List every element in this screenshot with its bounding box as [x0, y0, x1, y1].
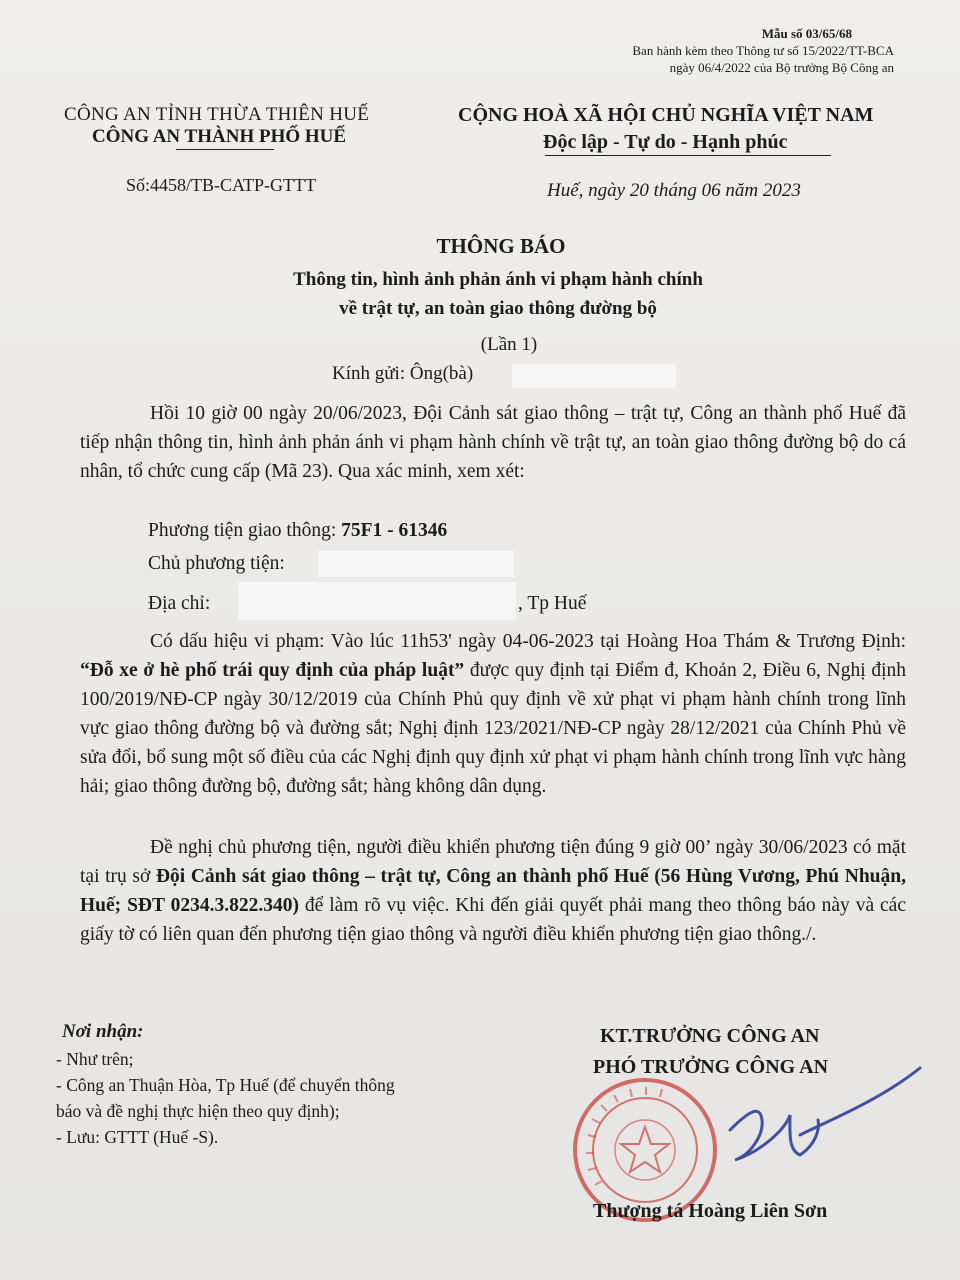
agency-name: CÔNG AN THÀNH PHỐ HUẾ	[92, 126, 347, 147]
form-number: Mẫu số 03/65/68	[761, 26, 852, 41]
recipient-label: Kính gửi: Ông(bà)	[332, 363, 474, 384]
agency-underline	[176, 149, 274, 150]
document-number: Số:4458/TB-CATP-GTTT	[126, 175, 317, 195]
document-title: THÔNG BÁO	[436, 234, 566, 258]
intro-paragraph: Hồi 10 giờ 00 ngày 20/06/2023, Đội Cảnh sát giao thông – trật tự, Công an thành phố Huế đã tiếp nhận thông tin, hình ảnh phản ánh vi phạm hành chính về trật tự, an toàn giao thông đường bộ do cá nhân, tổ chức cung cấp (Mã 23). Qua xác minh, xem xét:	[80, 403, 906, 482]
violation-quote: “Đỗ xe ở hè phố trái quy định của pháp luật”	[80, 660, 465, 681]
nation-motto: Độc lập - Tự do - Hạnh phúc	[543, 131, 788, 153]
redacted-owner-name	[318, 551, 514, 577]
license-plate: 75F1 - 61346	[341, 520, 448, 541]
violation-rest: được quy định tại Điểm đ, Khoản 2, Điều 6, Nghị định 100/2019/NĐ-CP ngày 30/12/2019 của Chính Phủ quy định về xử phạt vi phạm hành chính trong lĩnh vực giao thông đường bộ và đường sắt; Nghị định 123/2021/NĐ-CP ngày 28/12/2021 của Chính Phủ về sửa đổi, bổ sung một số điều của các Nghị định quy định xử phạt vi phạm hành chính trong lĩnh vực hàng hải; giao thông đường bộ, đường sắt; hàng không dân dụng.	[80, 660, 906, 797]
address-label: Địa chỉ:	[148, 593, 211, 614]
violation-paragraph	[80, 627, 906, 801]
request-rest: để làm rõ vụ việc. Khi đến giải quyết phải mang theo thông báo này và các giấy tờ có liên quan đến phương tiện giao thông và người điều khiển phương tiện giao thông./.	[80, 895, 906, 945]
vehicle-label: Phương tiện giao thông:	[148, 520, 342, 541]
request-office: Đội Cảnh sát giao thông – trật tự, Công an thành phố Huế (56 Hùng Vương, Phú Nhuận, Huế; SĐT 0234.3.822.340)	[80, 866, 906, 916]
form-issued-line1: Ban hành kèm theo Thông tư số 15/2022/TT-BCA	[632, 43, 894, 58]
signature-title-line2: PHÓ TRƯỞNG CÔNG AN	[593, 1056, 829, 1078]
vehicle-field	[148, 520, 447, 542]
occurrence-number: (Lần 1)	[480, 334, 538, 355]
signature-title-line1: KT.TRƯỞNG CÔNG AN	[600, 1025, 820, 1047]
motto-underline	[545, 155, 831, 156]
document-subtitle-line1: Thông tin, hình ảnh phản ánh vi phạm hành chính	[293, 269, 703, 290]
form-issued-line2: ngày 06/4/2022 của Bộ trưởng Bộ Công an	[669, 60, 894, 75]
recipient-item: - Lưu: GTTT (Huế -S).	[56, 1127, 219, 1147]
owner-label: Chủ phương tiện:	[148, 553, 285, 574]
request-paragraph	[80, 833, 906, 949]
recipients-title: Nơi nhận:	[62, 1021, 144, 1042]
recipient-item: báo và đề nghị thực hiện theo quy định);	[56, 1101, 340, 1121]
place-date: Huế, ngày 20 tháng 06 năm 2023	[547, 180, 801, 201]
recipient-item: - Công an Thuận Hòa, Tp Huế (để chuyển thông	[56, 1075, 395, 1095]
signer-name: Thượng tá Hoàng Liên Sơn	[593, 1200, 828, 1222]
nation-title: CỘNG HOÀ XÃ HỘI CHỦ NGHĨA VIỆT NAM	[458, 104, 874, 126]
redacted-recipient-name	[512, 364, 676, 388]
address-city: , Tp Huế	[518, 593, 587, 614]
agency-parent: CÔNG AN TỈNH THỪA THIÊN HUẾ	[64, 104, 370, 125]
request-lead: Đề nghị chủ phương tiện, người điều khiển phương tiện đúng 9 giờ 00’ ngày 30/06/2023 có mặt tại trụ sở	[80, 837, 906, 887]
recipient-item: - Như trên;	[56, 1049, 134, 1069]
redacted-address	[238, 582, 516, 620]
document-subtitle-line2: về trật tự, an toàn giao thông đường bộ	[339, 298, 657, 319]
violation-lead: Có dấu hiệu vi phạm: Vào lúc 11h53' ngày 04-06-2023 tại Hoàng Hoa Thám & Trương Định:	[150, 631, 906, 652]
